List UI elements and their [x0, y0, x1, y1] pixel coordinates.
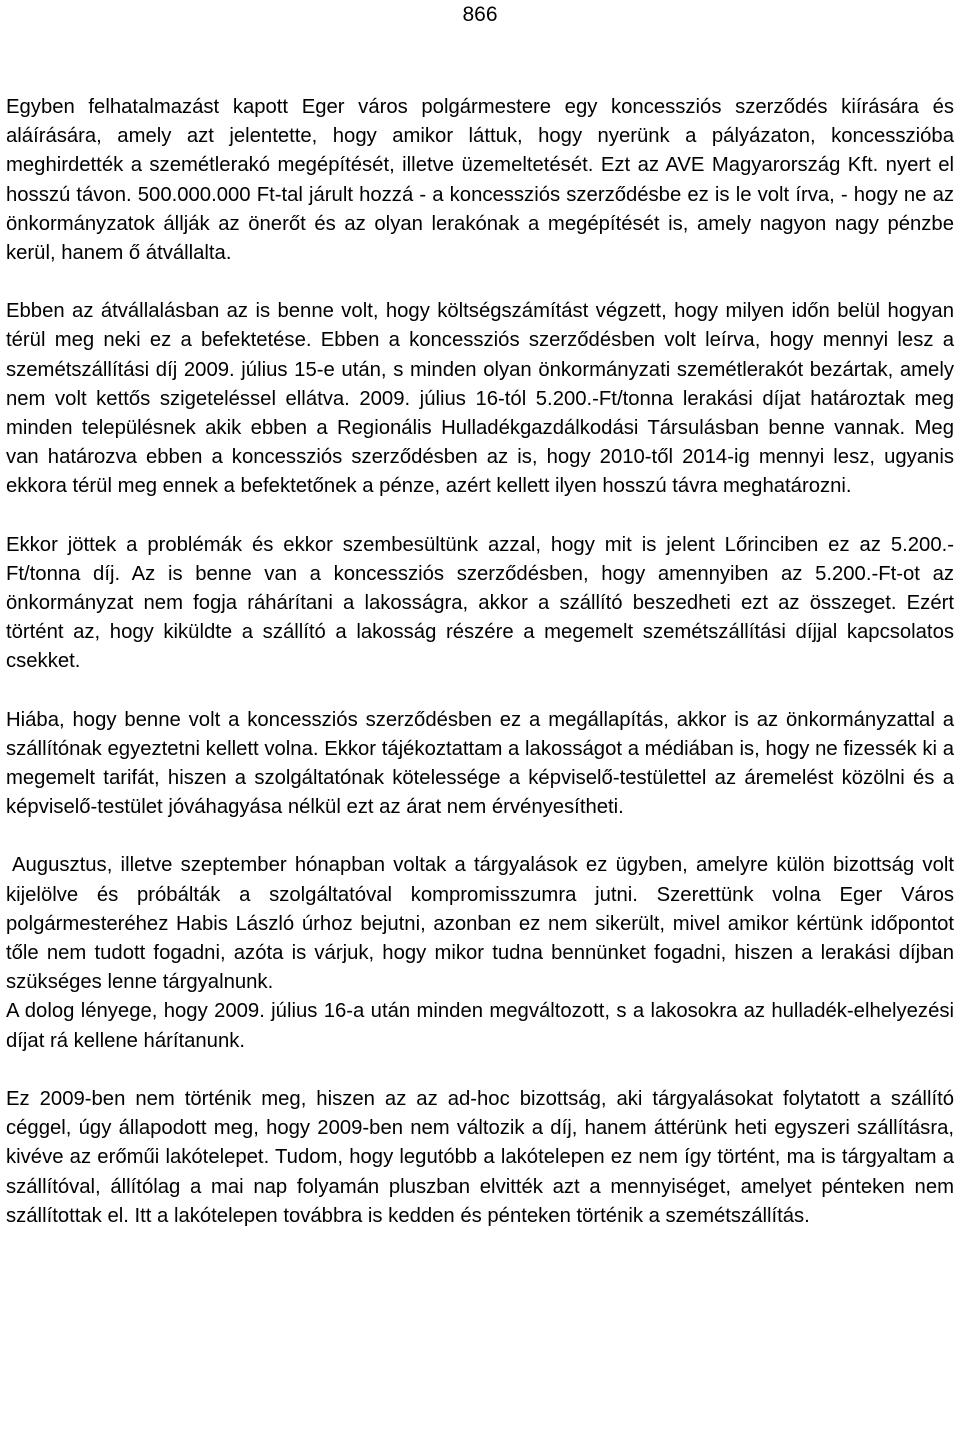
page-number: 866 — [462, 3, 498, 26]
paragraph-7: Ez 2009-ben nem történik meg, hiszen az az ad-hoc bizottság, aki tárgyalásokat folytatott a szállító céggel, úgy állapodott meg, hogy 2009-ben nem változik a díj, hanem áttérünk heti egyszeri szállításra, kivéve az erőműi lakótelepet. Tudom, hogy legutóbb a lakótelepen ez nem így történt, ma is tárgyaltam a szállítóval, állítólag a mai nap folyamán pluszban elvitték azt a mennyiséget, amelyet pénteken nem szállítottak el. Itt a lakótelepen továbbra is kedden és pénteken történik a szemétszállítás. — [6, 1087, 954, 1227]
paragraph-4: Hiába, hogy benne volt a koncessziós szerződésben ez a megállapítás, akkor is az önkormányzattal a szállítónak egyeztetni kellett volna. Ekkor tájékoztattam a lakosságot a médiában is, hogy ne fizessék ki a megemelt tarifát, hiszen a szolgáltatónak kötelessége a képviselő-testülettel az áremelést közölni és a képviselő-testület jóváhagyása nélkül ezt az árat nem érvényesítheti. — [6, 708, 954, 819]
paragraph-6: A dolog lényege, hogy 2009. július 16-a után minden megváltozott, s a lakosokra az hulladék-elhelyezési díjat rá kellene hárítanunk. — [6, 1000, 954, 1052]
paragraph-3: Ekkor jöttek a problémák és ekkor szembesültünk azzal, hogy mit is jelent Lőrinciben ez az 5.200.-Ft/tonna díj. Az is benne van a koncessziós szerződésben, hogy amennyiben az 5.200.-Ft-ot az önkormányzat nem fogja ráhárítani a lakosságra, akkor a szállító beszedheti ezt az összeget. Ezért történt az, hogy kiküldte a szállító a lakosság részére a megemelt szemétszállítási díjjal kapcsolatos csekket. — [6, 533, 954, 673]
paragraph-1: Egyben felhatalmazást kapott Eger város polgármestere egy koncessziós szerződés kiírására és aláírására, amely azt jelentette, hogy amikor láttuk, hogy nyerünk a pályázaton, koncesszióba meghirdették a szemétlerakó megépítését, illetve üzemeltetését. Ezt az AVE Magyarország Kft. nyert el hosszú távon. 500.000.000 Ft-tal járult hozzá - a koncessziós szerződésbe ez is le volt írva, - hogy ne az önkormányzatok állják az önerőt és az olyan lerakónak a megépítését is, amely nagyon nagy pénzbe kerül, hanem ő átvállalta. — [6, 96, 954, 265]
document-body — [6, 93, 954, 1231]
paragraph-5: Augusztus, illetve szeptember hónapban voltak a tárgyalások ez ügyben, amelyre külön bizottság volt kijelölve és próbálták a szolgáltatóval kompromisszumra jutni. Szerettünk volna Eger Város polgármesteréhez Habis László úrhoz bejutni, azonban ez nem sikerült, mivel amikor kértünk időpontot tőle nem tudott fogadni, azóta is várjuk, hogy mikor tudna bennünket fogadni, hiszen a lerakási díjban szükséges lenne tárgyalnunk. — [6, 854, 954, 994]
paragraph-2: Ebben az átvállalásban az is benne volt, hogy költségszámítást végzett, hogy milyen időn belül hogyan térül meg neki ez a befektetése. Ebben a koncessziós szerződésben volt leírva, hogy mennyi lesz a szemétszállítási díj 2009. július 15-e után, s minden olyan önkormányzati szemétlerakót bezártak, amely nem volt kettős szigeteléssel ellátva. 2009. július 16-tól 5.200.-Ft/tonna lerakási díjat határoztak meg minden településnek akik ebben a Regionális Hulladékgazdálkodási Társulásban benne vannak. Meg van határozva ebben a koncessziós szerződésben az is, hogy 2010-től 2014-ig mennyi lesz, ugyanis ekkora térül meg ennek a befektetőnek a pénze, azért kellett ilyen hosszú távra meghatározni. — [6, 300, 954, 498]
